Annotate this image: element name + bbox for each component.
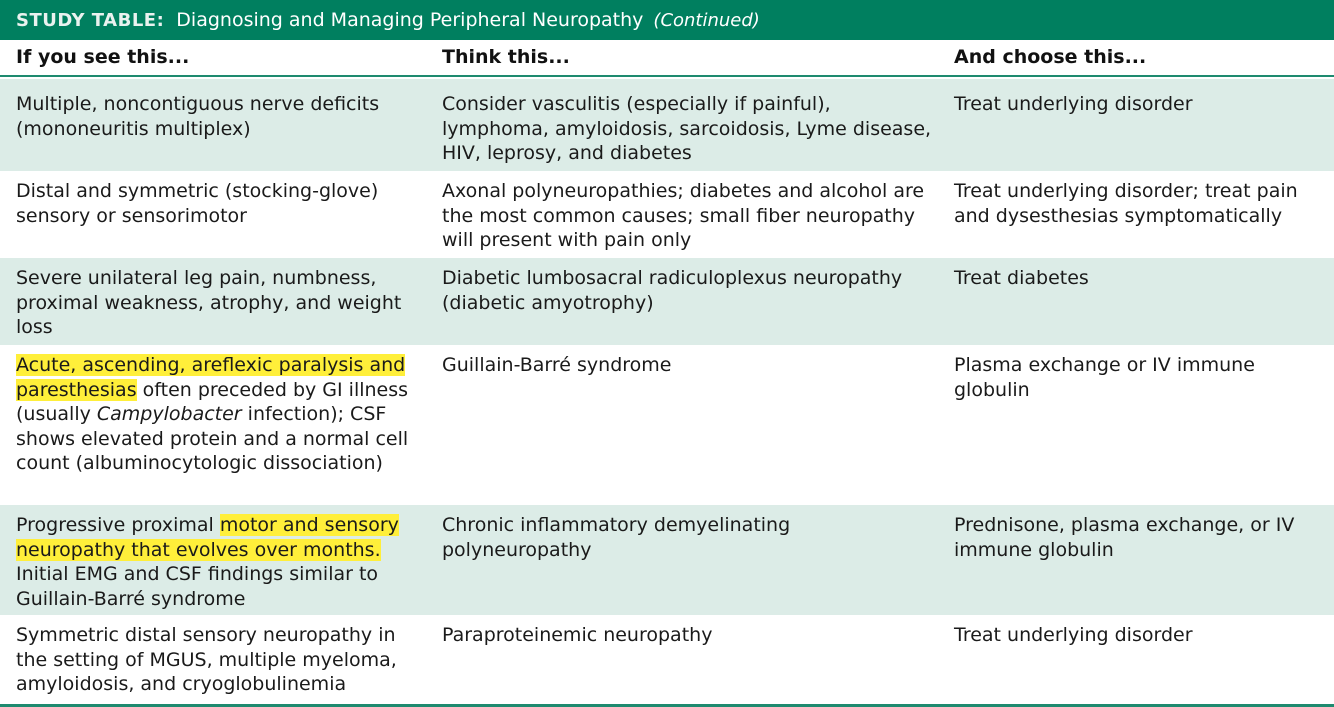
italic-text: Campylobacter	[96, 403, 242, 425]
cell-text: often preceded by GI illness (usually	[16, 378, 409, 425]
title-bar	[0, 0, 1334, 40]
table-row	[0, 258, 1334, 345]
cell-choose: Treat underlying disorder	[954, 93, 1193, 115]
cell-think: Chronic inflammatory demyelinating polyneuropathy	[442, 514, 791, 561]
cell-choose: Treat underlying disorder; treat pain and dysesthesias symptomatically	[954, 180, 1298, 227]
cell-choose: Plasma exchange or IV immune globulin	[954, 354, 1255, 401]
header-choose: And choose this...	[954, 46, 1147, 68]
table-row	[0, 171, 1334, 258]
cell-think: Diabetic lumbosacral radiculoplexus neuropathy (diabetic amyotrophy)	[442, 267, 903, 314]
title-label: STUDY TABLE:	[16, 9, 165, 31]
table-row	[0, 505, 1334, 615]
cell-think: Consider vasculitis (especially if painful), lymphoma, amyloidosis, sarcoidosis, Lyme disease, HIV, leprosy, and diabetes	[442, 93, 932, 164]
cell-see: Multiple, noncontiguous nerve deficits (mononeuritis multiplex)	[16, 93, 380, 140]
cell-see: Severe unilateral leg pain, numbness, proximal weakness, atrophy, and weight loss	[16, 267, 402, 338]
header-row	[0, 40, 1334, 77]
cell-text: Progressive proximal	[16, 514, 220, 536]
table-row	[0, 615, 1334, 704]
highlighted-text: motor and sensory neuropathy that evolves over months.	[16, 514, 399, 561]
header-see: If you see this...	[16, 46, 190, 68]
highlighted-text: Acute, ascending, areflexic paralysis and paresthesias	[16, 354, 406, 401]
cell-choose: Treat underlying disorder	[954, 624, 1193, 646]
cell-text: infection); CSF shows elevated protein and a normal cell count (albuminocytologic dissociation)	[16, 403, 409, 474]
cell-think: Axonal polyneuropathies; diabetes and alcohol are the most common causes; small fiber neuropathy will present with pain only	[442, 180, 925, 251]
cell-see: Symmetric distal sensory neuropathy in the setting of MGUS, multiple myeloma, amyloidosis, and cryoglobulinemia	[16, 624, 397, 695]
cell-see	[16, 513, 416, 611]
cell-think: Paraproteinemic neuropathy	[442, 624, 713, 646]
cell-think: Guillain-Barré syndrome	[442, 354, 672, 376]
cell-text: Initial EMG and CSF findings similar to Guillain-Barré syndrome	[16, 563, 379, 610]
table-row	[0, 345, 1334, 505]
table-row	[0, 79, 1334, 171]
cell-choose: Treat diabetes	[954, 267, 1089, 289]
header-think: Think this...	[442, 46, 570, 68]
cell-choose: Prednisone, plasma exchange, or IV immune globulin	[954, 514, 1295, 561]
cell-see	[16, 353, 416, 476]
continued-label: (Continued)	[653, 9, 760, 31]
table-title: Diagnosing and Managing Peripheral Neuropathy	[176, 9, 644, 31]
cell-see: Distal and symmetric (stocking-glove) sensory or sensorimotor	[16, 180, 379, 227]
